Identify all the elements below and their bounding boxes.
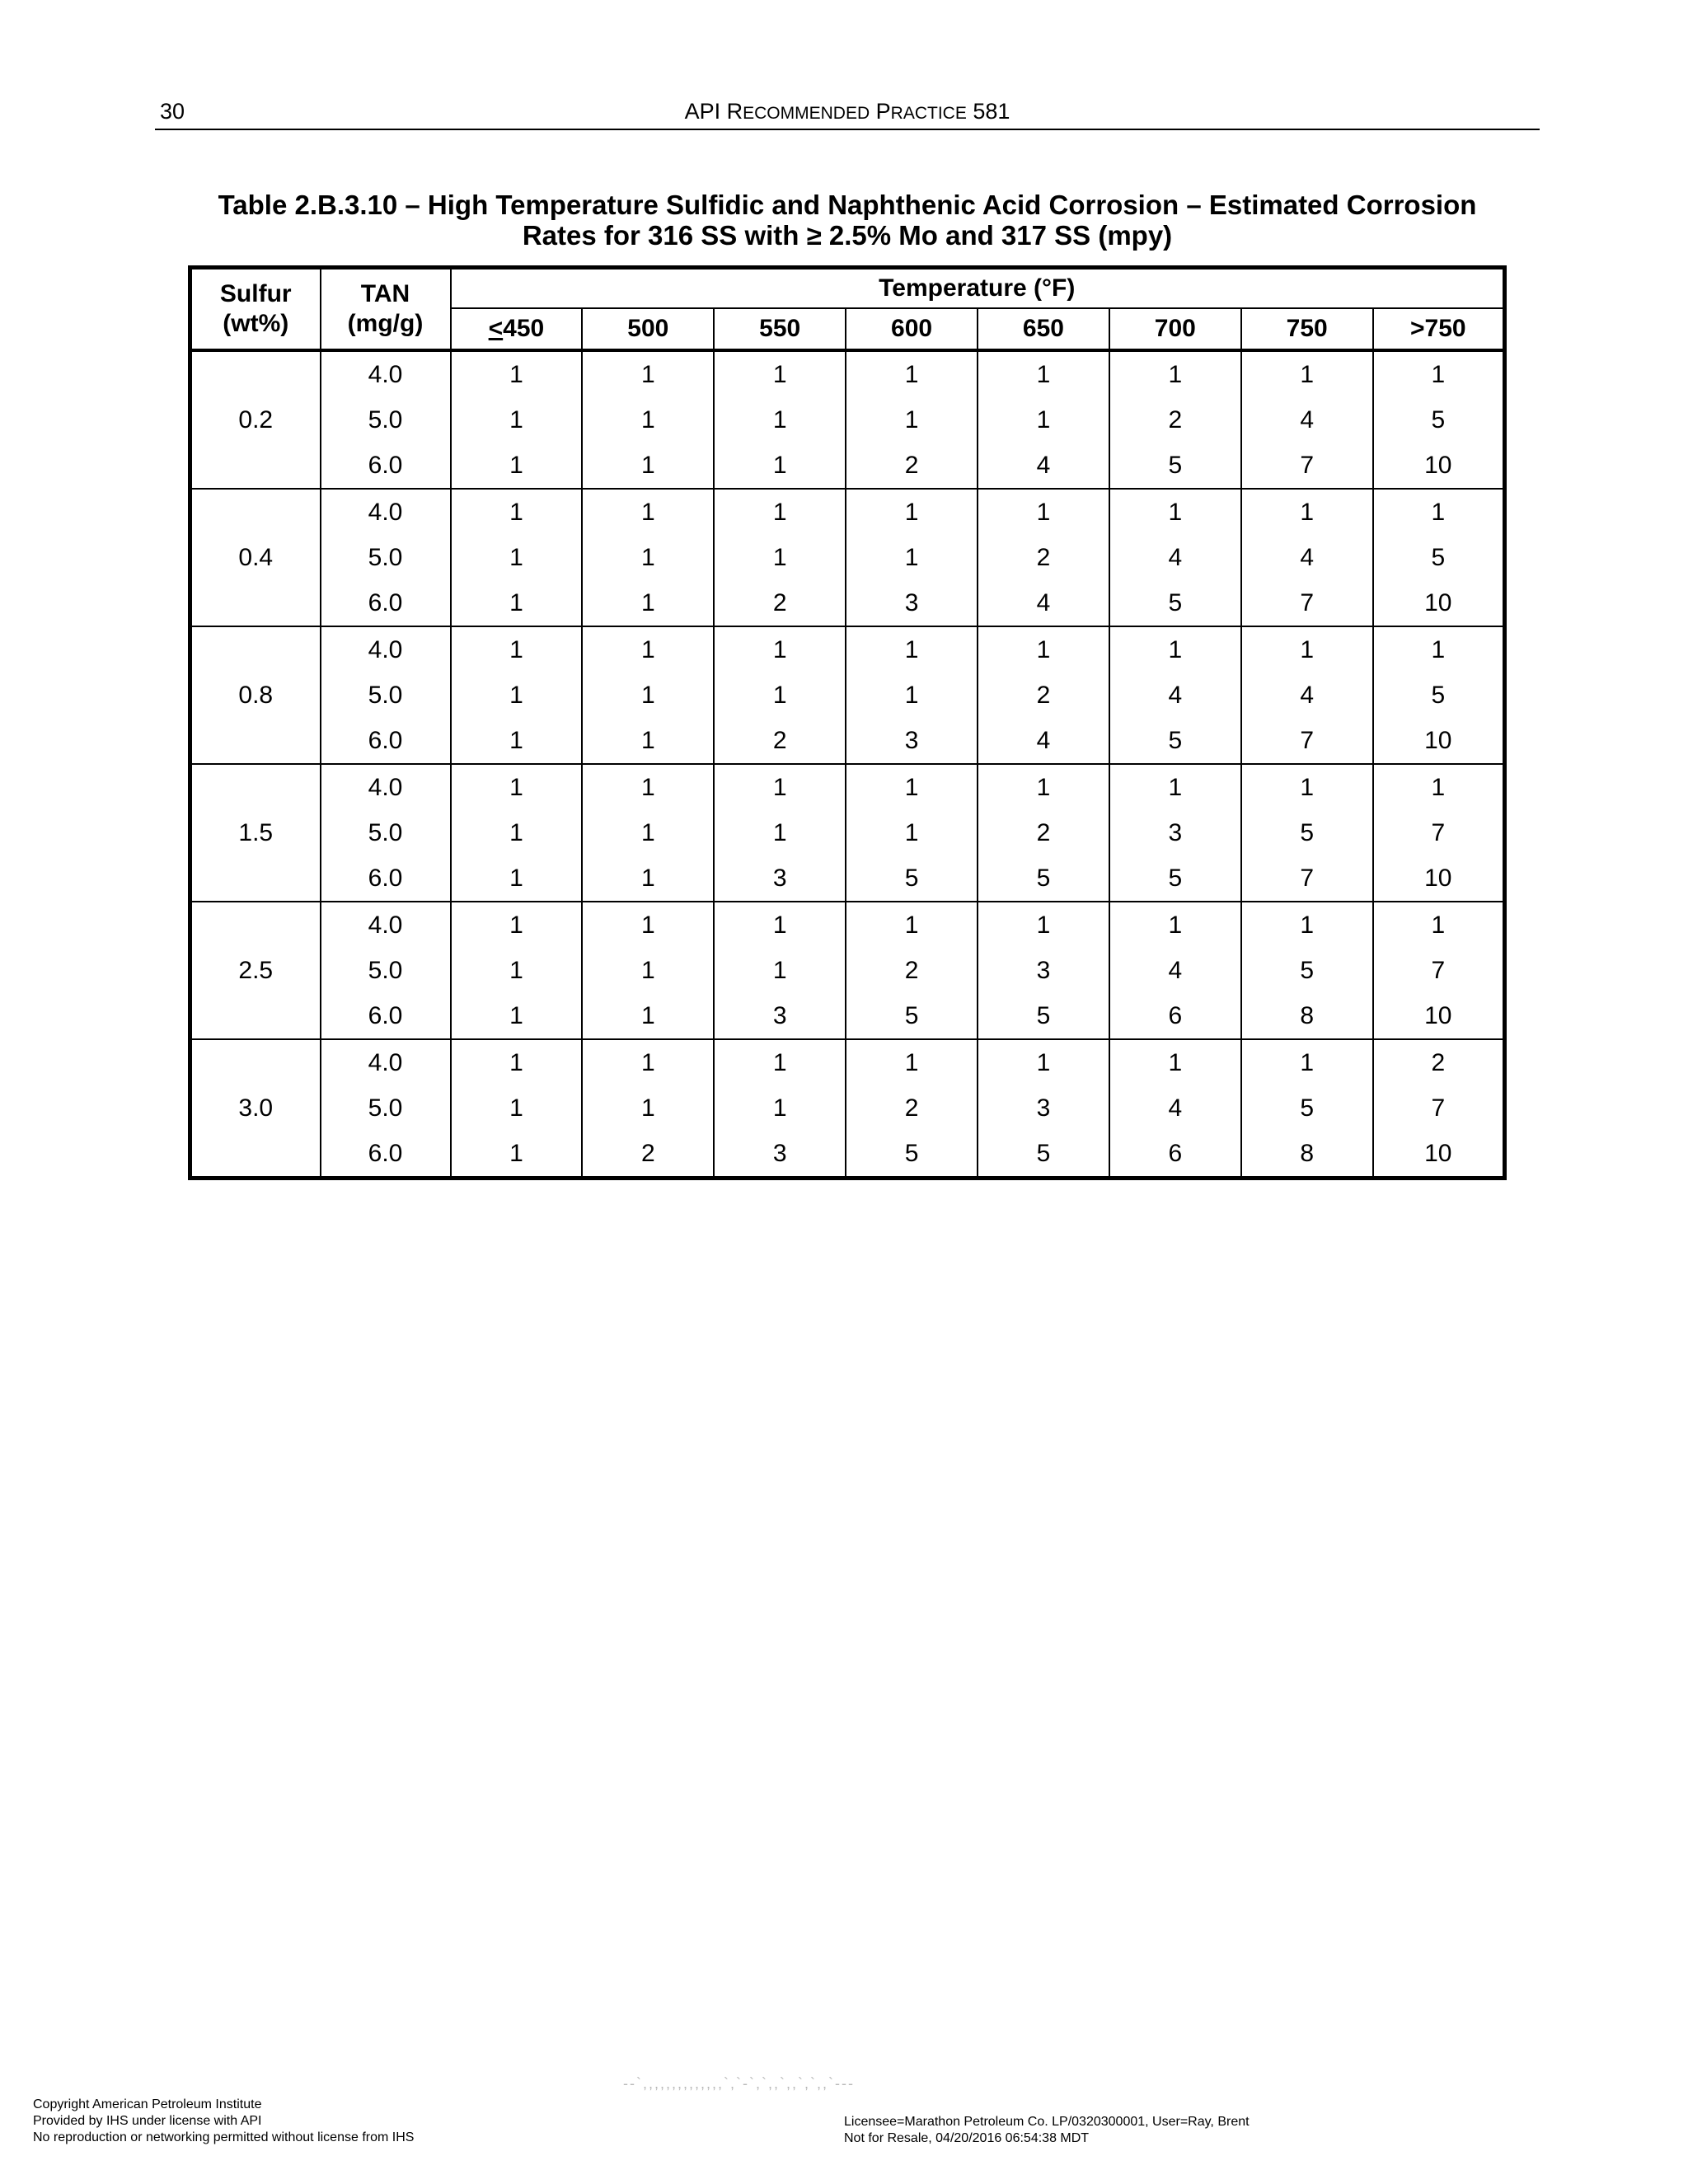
rate-cell: 1 — [1109, 489, 1241, 535]
sulfur-header-line-1: Sulfur — [219, 280, 292, 307]
rate-cell: 1 — [1241, 489, 1373, 535]
rate-cell: 5 — [1109, 580, 1241, 626]
rate-cell: 1 — [846, 350, 978, 397]
rate-cell: 5 — [1373, 673, 1505, 718]
rate-cell: 3 — [846, 718, 978, 764]
temperature-value: >750 — [1410, 315, 1466, 342]
rate-cell: 4 — [978, 443, 1109, 489]
rate-cell: 7 — [1241, 718, 1373, 764]
rate-cell: 5 — [1373, 397, 1505, 443]
page-number: 30 — [160, 99, 185, 124]
footer-left-line-3: No reproduction or networking permitted without license from IHS — [33, 2130, 415, 2144]
rate-cell: 3 — [846, 580, 978, 626]
rate-cell: 1 — [1109, 764, 1241, 810]
table-row — [190, 350, 1505, 397]
temperature-value: 450 — [503, 315, 545, 342]
rate-cell: 5 — [1109, 855, 1241, 902]
rate-cell: 3 — [714, 855, 846, 902]
running-title-smallcaps-2: RACTICE — [890, 104, 967, 123]
rate-cell: 5 — [846, 1131, 978, 1179]
rate-cell: 1 — [978, 764, 1109, 810]
rate-cell: 1 — [846, 489, 978, 535]
rate-cell: 1 — [978, 489, 1109, 535]
tan-cell: 4.0 — [321, 626, 451, 673]
tan-cell: 4.0 — [321, 1039, 451, 1085]
table-row — [190, 489, 1505, 535]
rate-cell: 1 — [582, 764, 714, 810]
rate-cell: 4 — [1109, 1085, 1241, 1131]
temperature-value: 550 — [759, 315, 801, 342]
temperature-column-5 — [1109, 308, 1241, 350]
rate-cell: 4 — [1109, 673, 1241, 718]
rate-cell: 1 — [451, 1131, 583, 1179]
rate-cell: 2 — [846, 443, 978, 489]
rate-cell: 7 — [1241, 443, 1373, 489]
table-row — [190, 673, 1505, 718]
rate-cell: 1 — [582, 443, 714, 489]
rate-cell: 1 — [582, 535, 714, 580]
running-title-mid: P — [870, 99, 891, 124]
tan-header-line-2: (mg/g) — [347, 310, 424, 337]
rate-cell: 10 — [1373, 580, 1505, 626]
rate-cell: 1 — [582, 718, 714, 764]
running-title-smallcaps-1: ECOMMENDED — [743, 104, 870, 123]
rate-cell: 1 — [714, 489, 846, 535]
rate-cell: 1 — [582, 855, 714, 902]
rate-cell: 1 — [846, 764, 978, 810]
rate-cell: 5 — [978, 1131, 1109, 1179]
rate-cell: 2 — [978, 673, 1109, 718]
temperature-column-0 — [451, 308, 583, 350]
rate-cell: 2 — [714, 580, 846, 626]
rate-cell: 1 — [451, 397, 583, 443]
rate-cell: 5 — [1109, 443, 1241, 489]
rate-cell: 1 — [846, 397, 978, 443]
rate-cell: 2 — [714, 718, 846, 764]
table-title-line-2: Rates for 316 SS with ≥ 2.5% Mo and 317 SS (mpy) — [522, 220, 1173, 251]
rate-cell: 10 — [1373, 993, 1505, 1039]
rate-cell: 4 — [1109, 948, 1241, 993]
table-row — [190, 810, 1505, 855]
rate-cell: 10 — [1373, 443, 1505, 489]
table-row — [190, 535, 1505, 580]
temperature-value: 700 — [1154, 315, 1196, 342]
rate-cell: 4 — [1109, 535, 1241, 580]
table-row — [190, 855, 1505, 902]
footer-right-line-1: Licensee=Marathon Petroleum Co. LP/0320300001, User=Ray, Brent — [844, 2115, 1250, 2129]
rate-cell: 2 — [978, 535, 1109, 580]
rate-cell: 1 — [714, 626, 846, 673]
page-header — [155, 97, 1540, 130]
rate-cell: 1 — [714, 948, 846, 993]
tan-cell: 4.0 — [321, 902, 451, 948]
temperature-header: Temperature (°F) — [451, 268, 1505, 309]
rate-cell: 1 — [714, 350, 846, 397]
tan-cell: 6.0 — [321, 993, 451, 1039]
rate-cell: 8 — [1241, 1131, 1373, 1179]
tan-cell: 5.0 — [321, 948, 451, 993]
rate-cell: 1 — [1373, 626, 1505, 673]
tan-cell: 5.0 — [321, 535, 451, 580]
table-body — [190, 350, 1505, 1179]
footer-license — [844, 2114, 1250, 2147]
sulfur-cell: 3.0 — [190, 1039, 321, 1179]
rate-cell: 1 — [451, 948, 583, 993]
rate-cell: 1 — [846, 902, 978, 948]
tan-cell: 5.0 — [321, 1085, 451, 1131]
tan-column-header — [321, 268, 451, 351]
rate-cell: 1 — [1373, 350, 1505, 397]
tan-cell: 4.0 — [321, 489, 451, 535]
rate-cell: 1 — [714, 443, 846, 489]
temperature-column-6 — [1241, 308, 1373, 350]
running-title-prefix: API R — [684, 99, 743, 124]
temperature-value: 600 — [891, 315, 933, 342]
rate-cell: 3 — [714, 993, 846, 1039]
rate-cell: 1 — [714, 673, 846, 718]
table-row — [190, 764, 1505, 810]
rate-cell: 5 — [1241, 1085, 1373, 1131]
rate-cell: 1 — [451, 580, 583, 626]
temperature-column-7 — [1373, 308, 1505, 350]
table-row — [190, 1085, 1505, 1131]
rate-cell: 1 — [714, 902, 846, 948]
rate-cell: 5 — [1373, 535, 1505, 580]
rate-cell: 1 — [451, 350, 583, 397]
table-row — [190, 1039, 1505, 1085]
footer-copyright — [33, 2097, 414, 2146]
rate-cell: 1 — [714, 764, 846, 810]
rate-cell: 1 — [1373, 489, 1505, 535]
rate-cell: 1 — [1241, 1039, 1373, 1085]
rate-cell: 1 — [451, 626, 583, 673]
rate-cell: 1 — [451, 673, 583, 718]
table-row — [190, 993, 1505, 1039]
rate-cell: 4 — [1241, 397, 1373, 443]
running-title — [155, 97, 1540, 128]
temperature-value: 500 — [627, 315, 669, 342]
temperature-column-4 — [978, 308, 1109, 350]
sulfur-cell: 0.4 — [190, 489, 321, 626]
rate-cell: 1 — [451, 1039, 583, 1085]
rate-cell: 1 — [582, 489, 714, 535]
temperature-value: 650 — [1022, 315, 1064, 342]
rate-cell: 6 — [1109, 993, 1241, 1039]
rate-cell: 1 — [582, 397, 714, 443]
rate-cell: 7 — [1373, 1085, 1505, 1131]
sulfur-header-line-2: (wt%) — [223, 310, 289, 337]
rate-cell: 1 — [978, 1039, 1109, 1085]
tan-cell: 4.0 — [321, 350, 451, 397]
rate-cell: 1 — [1241, 902, 1373, 948]
rate-cell: 4 — [978, 718, 1109, 764]
rate-cell: 2 — [978, 810, 1109, 855]
rate-cell: 4 — [1241, 535, 1373, 580]
rate-cell: 1 — [978, 350, 1109, 397]
temperature-value: 750 — [1286, 315, 1328, 342]
rate-cell: 3 — [714, 1131, 846, 1179]
rate-cell: 1 — [1373, 764, 1505, 810]
rate-cell: 1 — [846, 810, 978, 855]
rate-cell: 1 — [582, 350, 714, 397]
rate-cell: 7 — [1373, 810, 1505, 855]
rate-cell: 10 — [1373, 855, 1505, 902]
temperature-column-3 — [846, 308, 978, 350]
rate-cell: 1 — [714, 535, 846, 580]
rate-cell: 1 — [582, 810, 714, 855]
tan-cell: 6.0 — [321, 718, 451, 764]
rate-cell: 1 — [1241, 626, 1373, 673]
rate-cell: 1 — [582, 673, 714, 718]
table-row — [190, 580, 1505, 626]
rate-cell: 6 — [1109, 1131, 1241, 1179]
sulfur-cell: 0.8 — [190, 626, 321, 764]
rate-cell: 1 — [714, 810, 846, 855]
rate-cell: 1 — [978, 397, 1109, 443]
corrosion-rate-table — [188, 265, 1507, 1180]
rate-cell: 1 — [978, 902, 1109, 948]
tan-cell: 4.0 — [321, 764, 451, 810]
rate-cell: 1 — [714, 1039, 846, 1085]
tan-cell: 5.0 — [321, 810, 451, 855]
less-or-equal-symbol: < — [488, 315, 504, 342]
tan-cell: 6.0 — [321, 443, 451, 489]
rate-cell: 10 — [1373, 1131, 1505, 1179]
rate-cell: 1 — [714, 1085, 846, 1131]
rate-cell: 10 — [1373, 718, 1505, 764]
footer-left-line-1: Copyright American Petroleum Institute — [33, 2097, 262, 2111]
rate-cell: 1 — [582, 1085, 714, 1131]
rate-cell: 1 — [451, 855, 583, 902]
rate-cell: 1 — [582, 948, 714, 993]
tan-cell: 5.0 — [321, 673, 451, 718]
table-row — [190, 902, 1505, 948]
rate-cell: 1 — [582, 626, 714, 673]
tan-header-line-1: TAN — [360, 280, 410, 307]
rate-cell: 1 — [1373, 902, 1505, 948]
rate-cell: 1 — [1241, 350, 1373, 397]
rate-cell: 2 — [582, 1131, 714, 1179]
rate-cell: 4 — [1241, 673, 1373, 718]
table-row — [190, 626, 1505, 673]
rate-cell: 2 — [846, 948, 978, 993]
rate-cell: 1 — [451, 993, 583, 1039]
temperature-column-1 — [582, 308, 714, 350]
rate-cell: 5 — [978, 993, 1109, 1039]
table-row — [190, 443, 1505, 489]
rate-cell: 1 — [1109, 350, 1241, 397]
faint-watermark-marks: --`,,,,,,,,,,,,,,`,`-`,`,,`,,`,`,,`--- — [623, 2075, 855, 2092]
rate-cell: 1 — [1109, 1039, 1241, 1085]
rate-cell: 1 — [451, 718, 583, 764]
rate-cell: 3 — [978, 948, 1109, 993]
table-row — [190, 718, 1505, 764]
rate-cell: 2 — [1373, 1039, 1505, 1085]
table-row — [190, 397, 1505, 443]
rate-cell: 5 — [978, 855, 1109, 902]
rate-cell: 1 — [451, 443, 583, 489]
rate-cell: 7 — [1373, 948, 1505, 993]
rate-cell: 1 — [451, 1085, 583, 1131]
table-row — [190, 1131, 1505, 1179]
rate-cell: 5 — [1241, 948, 1373, 993]
rate-cell: 3 — [978, 1085, 1109, 1131]
rate-cell: 1 — [1109, 626, 1241, 673]
rate-cell: 5 — [1109, 718, 1241, 764]
rate-cell: 2 — [846, 1085, 978, 1131]
rate-cell: 1 — [846, 535, 978, 580]
rate-cell: 5 — [846, 993, 978, 1039]
rate-cell: 4 — [978, 580, 1109, 626]
rate-cell: 1 — [714, 397, 846, 443]
rate-cell: 1 — [451, 764, 583, 810]
rate-cell: 2 — [1109, 397, 1241, 443]
running-title-suffix: 581 — [966, 99, 1010, 124]
tan-cell: 6.0 — [321, 855, 451, 902]
rate-cell: 1 — [451, 535, 583, 580]
rate-cell: 7 — [1241, 580, 1373, 626]
rate-cell: 1 — [1241, 764, 1373, 810]
rate-cell: 1 — [582, 1039, 714, 1085]
footer-left-line-2: Provided by IHS under license with API — [33, 2114, 262, 2128]
sulfur-cell: 0.2 — [190, 350, 321, 489]
rate-cell: 3 — [1109, 810, 1241, 855]
rate-cell: 1 — [451, 810, 583, 855]
table-row — [190, 948, 1505, 993]
table-title-line-1: Table 2.B.3.10 – High Temperature Sulfidic and Naphthenic Acid Corrosion – Estimated Corrosion — [218, 190, 1477, 220]
sulfur-cell: 1.5 — [190, 764, 321, 902]
rate-cell: 1 — [451, 489, 583, 535]
rate-cell: 1 — [846, 1039, 978, 1085]
rate-cell: 1 — [846, 626, 978, 673]
tan-cell: 5.0 — [321, 397, 451, 443]
rate-cell: 1 — [582, 902, 714, 948]
rate-cell: 1 — [582, 580, 714, 626]
rate-cell: 1 — [451, 902, 583, 948]
sulfur-cell: 2.5 — [190, 902, 321, 1039]
sulfur-column-header — [190, 268, 321, 351]
table-title — [155, 190, 1540, 251]
rate-cell: 1 — [1109, 902, 1241, 948]
rate-cell: 7 — [1241, 855, 1373, 902]
tan-cell: 6.0 — [321, 580, 451, 626]
rate-cell: 1 — [582, 993, 714, 1039]
rate-cell: 1 — [846, 673, 978, 718]
footer-right-line-2: Not for Resale, 04/20/2016 06:54:38 MDT — [844, 2131, 1090, 2145]
tan-cell: 6.0 — [321, 1131, 451, 1179]
temperature-column-2 — [714, 308, 846, 350]
rate-cell: 5 — [846, 855, 978, 902]
rate-cell: 1 — [978, 626, 1109, 673]
rate-cell: 5 — [1241, 810, 1373, 855]
rate-cell: 8 — [1241, 993, 1373, 1039]
